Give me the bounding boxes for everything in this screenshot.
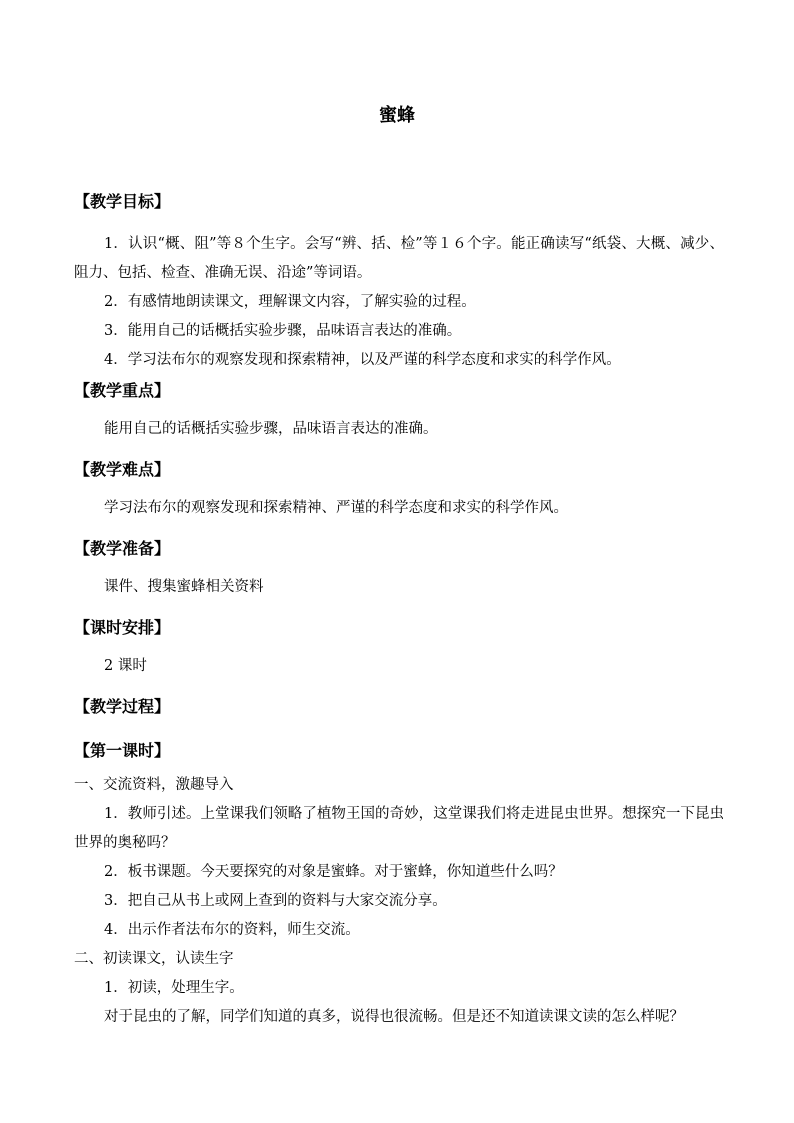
schedule-text: 2 课时 (104, 658, 147, 674)
difficulties-heading: 【教学难点】 (74, 460, 171, 479)
objective-item-2: 2．有感情地朗读课文，理解课文内容，了解实验的过程。 (104, 294, 476, 310)
difficulties-text: 学习法布尔的观察发现和探索精神、严谨的科学态度和求实的科学作风。 (104, 500, 568, 516)
objective-item-1: 1．认识“概、阻”等８个生字。会写“辨、括、检”等１６个字。能正确读写“纸袋、大概、减少、阻力、包括、检查、准确无误、沿途”等词语。 (74, 236, 724, 281)
first-lesson-heading: 【第一课时】 (74, 741, 171, 760)
document-body (74, 186, 724, 1032)
objective-item-3: 3．能用自己的话概括实验步骤，品味语言表达的准确。 (104, 323, 462, 339)
key-points-text: 能用自己的话概括实验步骤，品味语言表达的准确。 (104, 421, 438, 437)
objectives-heading: 【教学目标】 (74, 192, 171, 211)
section-2-item-2: 对于昆虫的了解，同学们知道的真多，说得也很流畅。但是还不知道读课文读的怎么样呢？ (104, 1009, 684, 1025)
section-1-title: 一、交流资料，激趣导入 (74, 777, 234, 793)
section-1-item-2: 2．板书课题。今天要探究的对象是蜜蜂。对于蜜蜂，你知道些什么吗？ (104, 864, 563, 880)
process-heading: 【教学过程】 (74, 697, 171, 716)
section-2-title: 二、初读课文，认读生字 (74, 951, 234, 967)
section-2-item-1: 1．初读，处理生字。 (104, 980, 244, 996)
section-1-item-4: 4．出示作者法布尔的资料，师生交流。 (104, 922, 360, 938)
preparation-heading: 【教学准备】 (74, 539, 171, 558)
document-title: 蜜蜂 (379, 105, 415, 126)
section-1-item-3: 3．把自己从书上或网上查到的资料与大家交流分享。 (104, 893, 447, 909)
preparation-text: 课件、搜集蜜蜂相关资料 (104, 579, 264, 595)
objective-item-4: 4．学习法布尔的观察发现和探索精神，以及严谨的科学态度和求实的科学作风。 (104, 352, 621, 368)
section-1-item-1: 1．教师引述。上堂课我们领略了植物王国的奇妙，这堂课我们将走进昆虫世界。想探究一下昆虫世界的奥秘吗？ (74, 806, 724, 851)
key-points-heading: 【教学重点】 (74, 381, 171, 400)
schedule-heading: 【课时安排】 (74, 618, 171, 637)
